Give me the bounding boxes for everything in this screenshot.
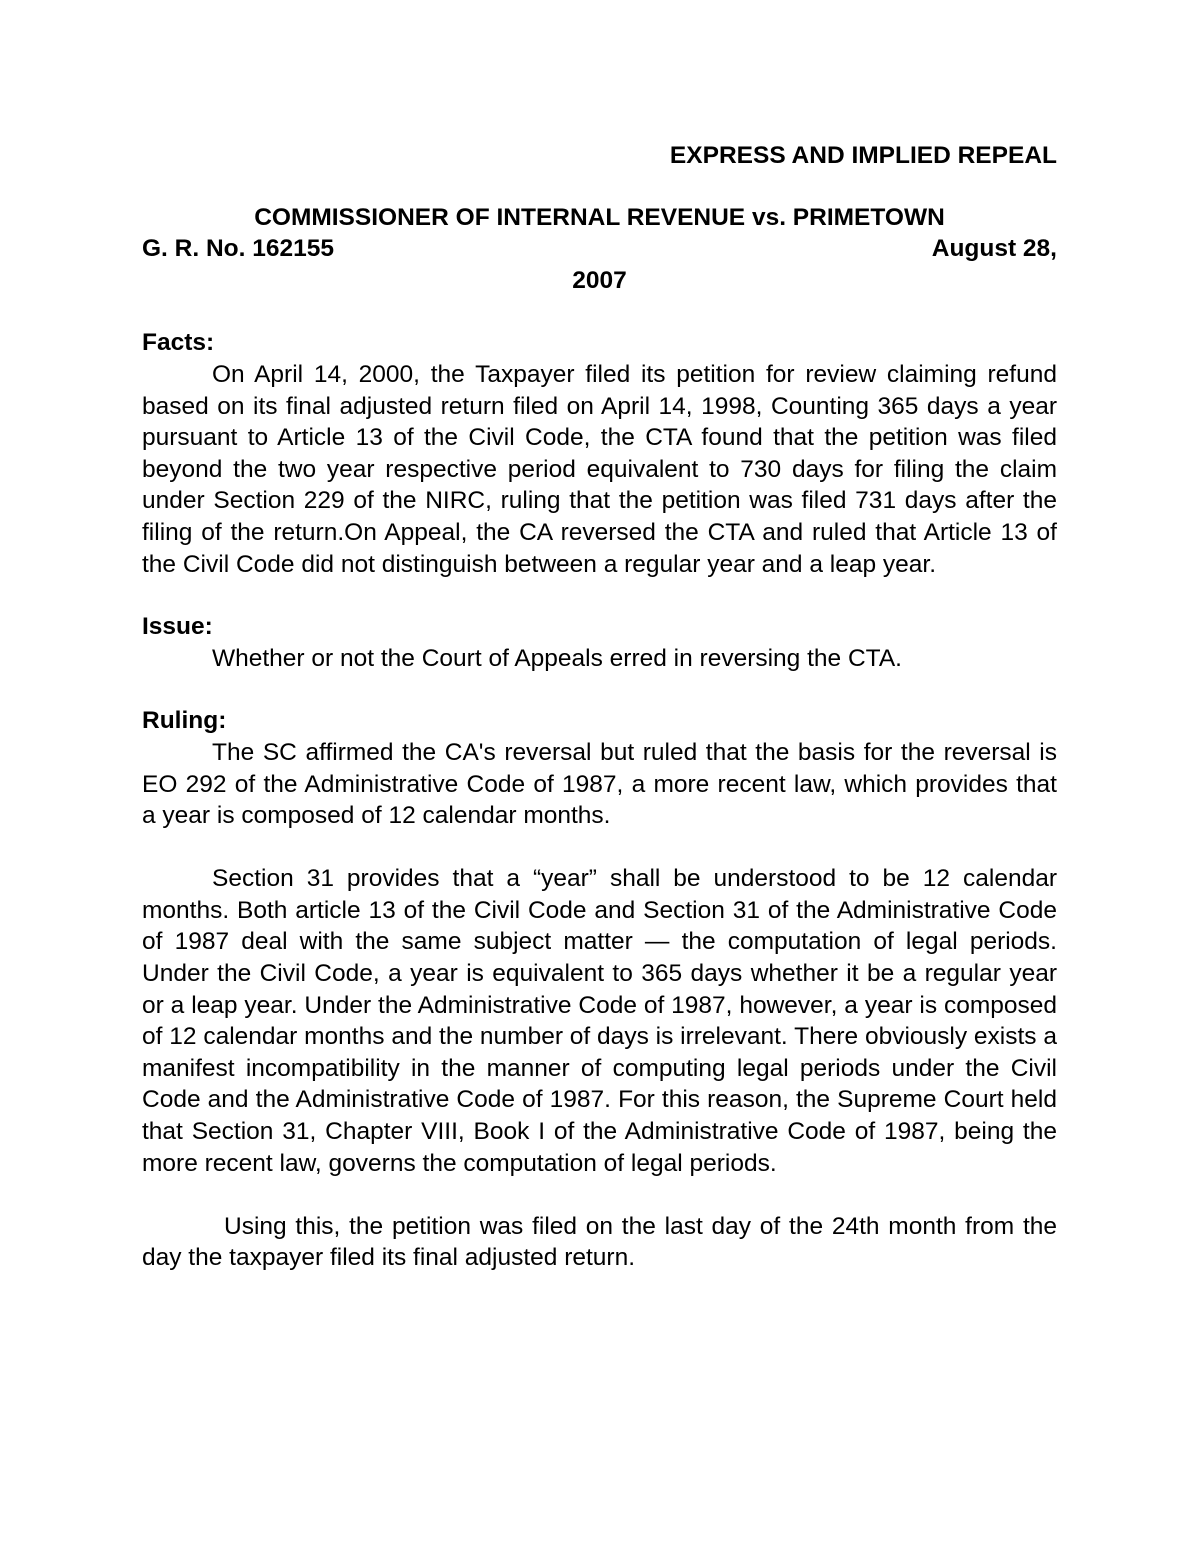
gr-number: G. R. No. 162155	[142, 235, 335, 263]
facts-heading: Facts:	[142, 329, 215, 357]
case-year: 2007	[572, 266, 627, 294]
case-name: COMMISSIONER OF INTERNAL REVENUE vs. PRIMETOWN	[254, 203, 945, 231]
ruling-paragraph: The SC affirmed the CA's reversal but ruled that the basis for the reversal is EO 292 of the Administrative Code of 1987, a more recent law, which provides that a year is composed of 12 calendar months.	[142, 738, 1057, 830]
case-reference-line	[142, 233, 1057, 265]
case-header	[142, 202, 1057, 297]
issue-section	[142, 611, 1057, 674]
issue-paragraph: Whether or not the Court of Appeals erred in reversing the CTA.	[212, 644, 902, 672]
ruling-paragraph: Section 31 provides that a “year” shall be understood to be 12 calendar months. Both article 13 of the Civil Code and Section 31 of the Administrative Code of 1987 deal with the same subject matter — the computation of legal periods. Under the Civil Code, a year is equivalent to 365 days whether it be a regular year or a leap year. Under the Administrative Code of 1987, however, a year is composed of 12 calendar months and the number of days is irrelevant. There obviously exists a manifest incompatibility in the manner of computing legal periods under the Civil Code and the Administrative Code of 1987. For this reason, the Supreme Court held that Section 31, Chapter VIII, Book I of the Administrative Code of 1987, being the more recent law, governs the computation of legal periods.	[142, 865, 1057, 1177]
ruling-heading: Ruling:	[142, 707, 227, 735]
issue-heading: Issue:	[142, 613, 213, 641]
facts-paragraph: On April 14, 2000, the Taxpayer filed its petition for review claiming refund based on its final adjusted return filed on April 14, 1998, Counting 365 days a year pursuant to Article 13 of the Civil Code, the CTA found that the petition was filed beyond the two year respective period equivalent to 730 days for filing the claim under Section 229 of the NIRC, ruling that the petition was filed 731 days after the filing of the return.On Appeal, the CA reversed the CTA and ruled that Article 13 of the Civil Code did not distinguish between a regular year and a leap year.	[142, 360, 1057, 578]
facts-section	[142, 327, 1057, 580]
ruling-paragraph: Using this, the petition was filed on the last day of the 24th month from the day the taxpayer filed its final adjusted return.	[142, 1212, 1057, 1272]
document-title: EXPRESS AND IMPLIED REPEAL	[669, 142, 1057, 169]
case-date: August 28,	[931, 235, 1057, 263]
document-page	[142, 140, 1057, 1274]
ruling-section	[142, 705, 1057, 1274]
